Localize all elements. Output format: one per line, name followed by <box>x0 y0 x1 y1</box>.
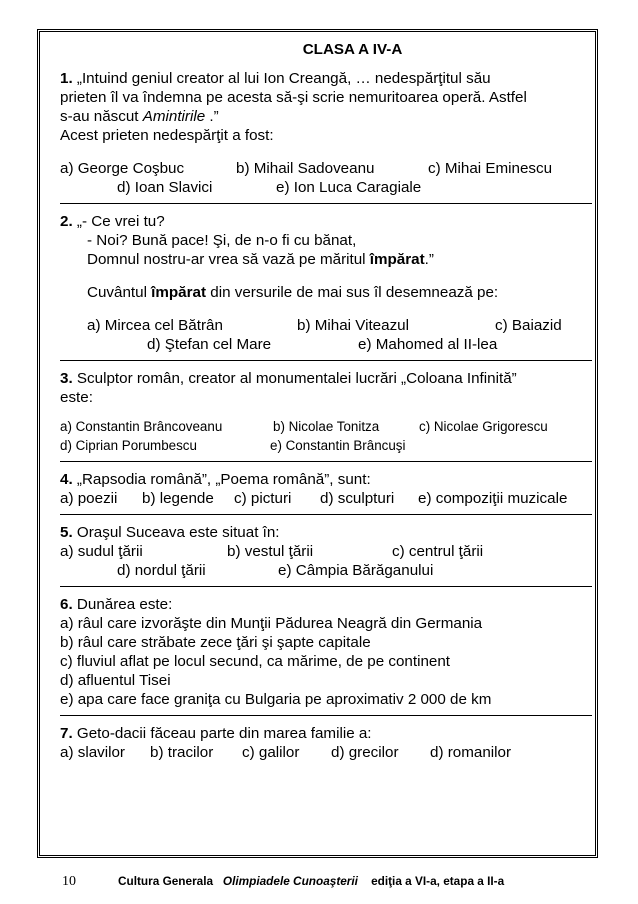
divider <box>60 586 592 587</box>
question-text: s-au născut <box>60 108 143 125</box>
footer-competition: Olimpiadele Cunoaşterii <box>222 874 358 888</box>
highlighted-word: împărat <box>151 284 207 301</box>
answer-option[interactable]: d) nordul ţării <box>117 562 206 579</box>
answer-option[interactable]: c) centrul ţării <box>392 543 484 560</box>
answer-option[interactable]: a) George Coşbuc <box>60 160 185 177</box>
highlighted-word: împărat <box>369 251 425 268</box>
question-text: .” <box>205 108 219 125</box>
answer-option[interactable]: c) Nicolae Grigorescu <box>419 419 548 434</box>
verse-line: Domnul nostru-ar vrea să vază pe măritul <box>87 251 370 268</box>
answer-option[interactable]: b) tracilor <box>150 744 214 761</box>
question-3 <box>60 369 590 455</box>
answer-option[interactable]: b) legende <box>142 490 214 507</box>
verse-line: „- Ce vrei tu? <box>76 213 165 230</box>
answer-option[interactable]: b) Mihai Viteazul <box>297 317 409 334</box>
page-footer <box>62 874 622 890</box>
question-text: Oraşul Suceava este situat în: <box>76 524 280 541</box>
question-number: 4. <box>60 471 73 488</box>
verse-line: - Noi? Bună pace! Şi, de n-o fi cu bănat, <box>87 232 357 249</box>
question-text: „Intuind geniul creator al lui Ion Creangă, … nedespărţitul său <box>76 70 491 87</box>
question-number: 5. <box>60 524 73 541</box>
question-1 <box>60 69 590 197</box>
answer-option[interactable]: c) galilor <box>242 744 300 761</box>
answer-option[interactable]: c) fluviul aflat pe locul secund, ca mărime, de pe continent <box>60 653 451 670</box>
question-text: este: <box>60 389 93 406</box>
answer-option[interactable]: a) sudul ţării <box>60 543 143 560</box>
question-text: Sculptor român, creator al monumentalei lucrări „Coloana Infinită” <box>76 370 517 387</box>
answer-option[interactable]: b) Mihail Sadoveanu <box>236 160 375 177</box>
answer-option[interactable]: e) apa care face graniţa cu Bulgaria pe aproximativ 2 000 de km <box>60 691 492 708</box>
answer-option[interactable]: d) grecilor <box>331 744 399 761</box>
divider <box>60 715 592 716</box>
question-text: Dunărea este: <box>76 596 173 613</box>
question-7 <box>60 724 590 762</box>
question-4 <box>60 470 590 508</box>
answer-option[interactable]: c) Mihai Eminescu <box>428 160 553 177</box>
answer-option[interactable]: d) Ciprian Porumbescu <box>60 438 197 453</box>
question-text: Geto-dacii făceau parte din marea familie a: <box>76 725 372 742</box>
answer-option[interactable]: d) afluentul Tisei <box>60 672 171 689</box>
answer-option[interactable]: e) Câmpia Bărăganului <box>278 562 434 579</box>
question-number: 3. <box>60 370 73 387</box>
answer-option[interactable]: e) Ion Luca Caragiale <box>276 179 422 196</box>
question-number: 2. <box>60 213 73 230</box>
answer-option[interactable]: d) romanilor <box>430 744 512 761</box>
question-5 <box>60 523 590 580</box>
footer-edition: ediţia a VI-a, etapa a II-a <box>371 874 505 888</box>
answer-option[interactable]: e) compoziţii muzicale <box>418 490 568 507</box>
question-text: prieten îl va îndemna pe acesta să-şi scrie nemuritoarea operă. Astfel <box>60 89 527 106</box>
question-6 <box>60 595 590 709</box>
answer-option[interactable]: e) Constantin Brâncuşi <box>270 438 406 453</box>
divider <box>60 360 592 361</box>
answer-option[interactable]: b) Nicolae Tonitza <box>273 419 380 434</box>
page-number: 10 <box>62 874 76 889</box>
question-prompt: Acest prieten nedespărţit a fost: <box>60 127 274 144</box>
answer-option[interactable]: e) Mahomed al II-lea <box>358 336 498 353</box>
page-title: CLASA A IV-A <box>302 41 403 58</box>
question-number: 7. <box>60 725 73 742</box>
divider <box>60 461 592 462</box>
answer-option[interactable]: b) râul care străbate zece ţări şi şapte capitale <box>60 634 371 651</box>
question-number: 1. <box>60 70 73 87</box>
divider <box>60 203 592 204</box>
verse-line: .” <box>424 251 434 268</box>
answer-option[interactable]: c) picturi <box>234 490 292 507</box>
answer-option[interactable]: d) Ioan Slavici <box>117 179 213 196</box>
answer-option[interactable]: a) slavilor <box>60 744 125 761</box>
question-text: din versurile de mai sus îl desemnează pe: <box>206 284 499 301</box>
question-text: „Rapsodia română”, „Poema română”, sunt: <box>76 471 371 488</box>
answer-option[interactable]: b) vestul ţării <box>227 543 314 560</box>
answer-option[interactable]: a) poezii <box>60 490 118 507</box>
question-number: 6. <box>60 596 73 613</box>
answer-option[interactable]: d) sculpturi <box>320 490 395 507</box>
answer-option[interactable]: d) Ştefan cel Mare <box>147 336 272 353</box>
answer-option[interactable]: a) Constantin Brâncoveanu <box>60 419 223 434</box>
divider <box>60 514 592 515</box>
question-2 <box>60 212 590 354</box>
answer-option[interactable]: a) râul care izvorăşte din Munţii Pădurea Neagră din Germania <box>60 615 483 632</box>
quiz-content <box>60 40 590 762</box>
answer-option[interactable]: a) Mircea cel Bătrân <box>87 317 223 334</box>
question-text: Cuvântul <box>87 284 152 301</box>
answer-option[interactable]: c) Baiazid <box>495 317 562 334</box>
book-title: Amintirile <box>142 108 206 125</box>
footer-subject: Cultura Generala <box>118 874 214 888</box>
